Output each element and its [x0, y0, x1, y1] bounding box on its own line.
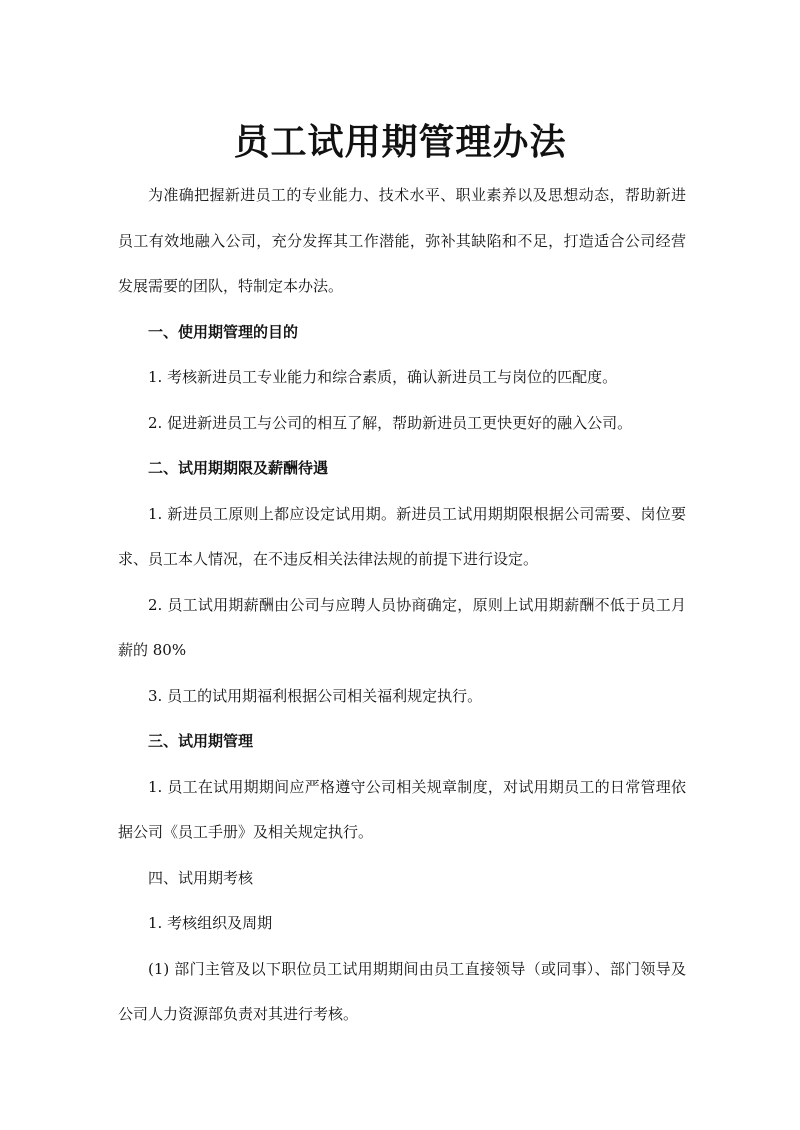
paragraph-line: 二、试用期期限及薪酬待遇 [148, 459, 329, 477]
body-paragraph [118, 401, 686, 447]
paragraph-line: 1. 新进员工原则上都应设定试用期。新进员工试用期期限根据公司需要、岗 [148, 504, 656, 523]
paragraph-line: 1. 员工在试用期期间应严格遵守公司相关规章制度，对试用期员工的日常管 [148, 777, 656, 796]
paragraph-line: 一、使用期管理的目的 [148, 322, 299, 341]
body-paragraph [118, 492, 686, 583]
paragraph-line: 3. 员工的试用期福利根据公司相关福利规定执行。 [148, 686, 483, 705]
section-heading [118, 446, 686, 492]
paragraph-line: 工月薪的 80% [118, 595, 686, 659]
document-body [118, 173, 686, 1038]
paragraph-line: 公司经营发展需要的团队，特制定本办法。 [118, 231, 686, 295]
paragraph-line: 2. 促进新进员工与公司的相互了解，帮助新进员工更快更好的融入公司。 [148, 413, 633, 432]
body-paragraph [118, 173, 686, 310]
paragraph-line: 为准确把握新进员工的专业能力、技术水平、职业素养以及思想动态，帮助 [148, 186, 656, 204]
body-paragraph [118, 674, 686, 720]
section-heading [118, 856, 686, 902]
document-title: 员工试用期管理办法 [233, 121, 567, 163]
paragraph-line: 三、试用期管理 [148, 732, 254, 750]
body-paragraph [118, 583, 686, 674]
paragraph-line: 2. 员工试用期薪酬由公司与应聘人员协商确定，原则上试用期薪酬不低于员 [148, 595, 656, 614]
paragraph-line: 1. 考核组织及周期 [148, 914, 273, 932]
section-heading [118, 719, 686, 765]
paragraph-line: 理依据公司《员工手册》及相关规定执行。 [118, 777, 686, 841]
body-paragraph [118, 355, 686, 401]
body-paragraph [118, 947, 686, 1038]
body-paragraph [118, 765, 686, 856]
paragraph-line: 四、试用期考核 [148, 868, 254, 887]
paragraph-line: (1) 部门主管及以下职位员工试用期期间由员工直接领导（或同事）、部门 [148, 959, 641, 978]
paragraph-line: 位要求、员工本人情况，在不违反相关法律法规的前提下进行设定。 [118, 504, 686, 568]
paragraph-line: 1. 考核新进员工专业能力和综合素质，确认新进员工与岗位的匹配度。 [148, 368, 618, 386]
section-heading [118, 310, 686, 356]
paragraph-line: 新进员工有效地融入公司，充分发挥其工作潜能，弥补其缺陷和不足，打造适合 [118, 186, 686, 250]
paragraph-line: 领导及公司人力资源部负责对其进行考核。 [118, 959, 686, 1023]
body-paragraph [118, 901, 686, 947]
